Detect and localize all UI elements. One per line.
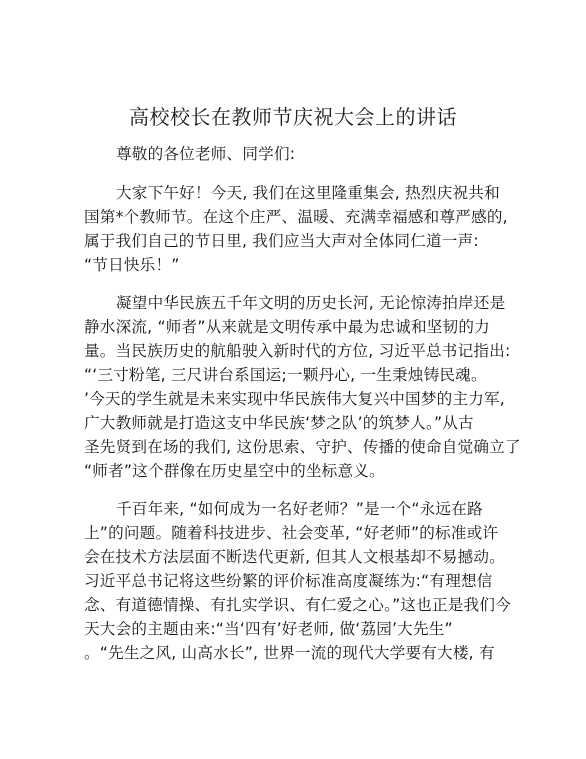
paragraph-2-line-2: 静水深流, “师者”从来就是文明传承中最为忠诚和坚韧的力 — [84, 318, 490, 336]
paragraph-1-line-2: 国第*个教师节。在这个庄严、温暖、充满幸福感和尊严感的, — [84, 208, 508, 226]
paragraph-3-line-6: 天大会的主题由来:“当‘四有’好老师, 做‘荔园’大先生” — [84, 620, 453, 638]
paragraph-2-line-7: 圣先贤到在场的我们, 这份思索、守护、传播的使命自觉确立了 — [84, 438, 521, 456]
paragraph-1-line-3: 属于我们自己的节日里, 我们应当大声对全体同仁道一声: — [84, 232, 479, 250]
paragraph-3-line-1: 千百年来, “如何成为一名好老师？”是一个“永远在路 — [116, 500, 483, 518]
paragraph-3-line-4: 习近平总书记将这些纷繁的评价标准高度凝练为:“有理想信 — [84, 572, 493, 590]
paragraph-1-line-1: 大家下午好！今天, 我们在这里隆重集会, 热烈庆祝共和 — [116, 184, 500, 202]
paragraph-2-line-1: 凝望中华民族五千年文明的历史长河, 无论惊涛拍岸还是 — [116, 294, 506, 312]
paragraph-2-line-8: “师者”这个群像在历史星空中的坐标意义。 — [84, 462, 385, 480]
paragraph-3-line-7: 。“先生之风, 山高水长”, 世界一流的现代大学要有大楼, 有 — [84, 644, 495, 662]
salutation-line: 尊敬的各位老师、同学们: — [116, 145, 296, 163]
paragraph-2-line-6: 广大教师就是打造这支中华民族‘梦之队’的筑梦人。”从古 — [84, 414, 474, 432]
paragraph-3-line-3: 会在技术方法层面不断迭代更新, 但其人文根基却不易撼动。 — [84, 548, 505, 566]
paragraph-2-line-4: “‘三寸粉笔, 三尺讲台系国运;一颗丹心, 一生秉烛铸民魂。 — [84, 366, 487, 384]
paragraph-2-line-5: ’今天的学生就是未来实现中华民族伟大复兴中国梦的主力军, — [84, 390, 505, 408]
paragraph-2-line-3: 量。当民族历史的航船驶入新时代的方位, 习近平总书记指出: — [84, 342, 511, 360]
paragraph-3-line-2: 上”的问题。随着科技进步、社会变革, “好老师”的标准或许 — [84, 524, 499, 542]
document-title: 高校校长在教师节庆祝大会上的讲话 — [129, 105, 457, 129]
paragraph-3-line-5: 念、有道德情操、有扎实学识、有仁爱之心。”这也正是我们今 — [84, 596, 511, 614]
paragraph-1-line-4: “节日快乐！” — [84, 256, 180, 274]
